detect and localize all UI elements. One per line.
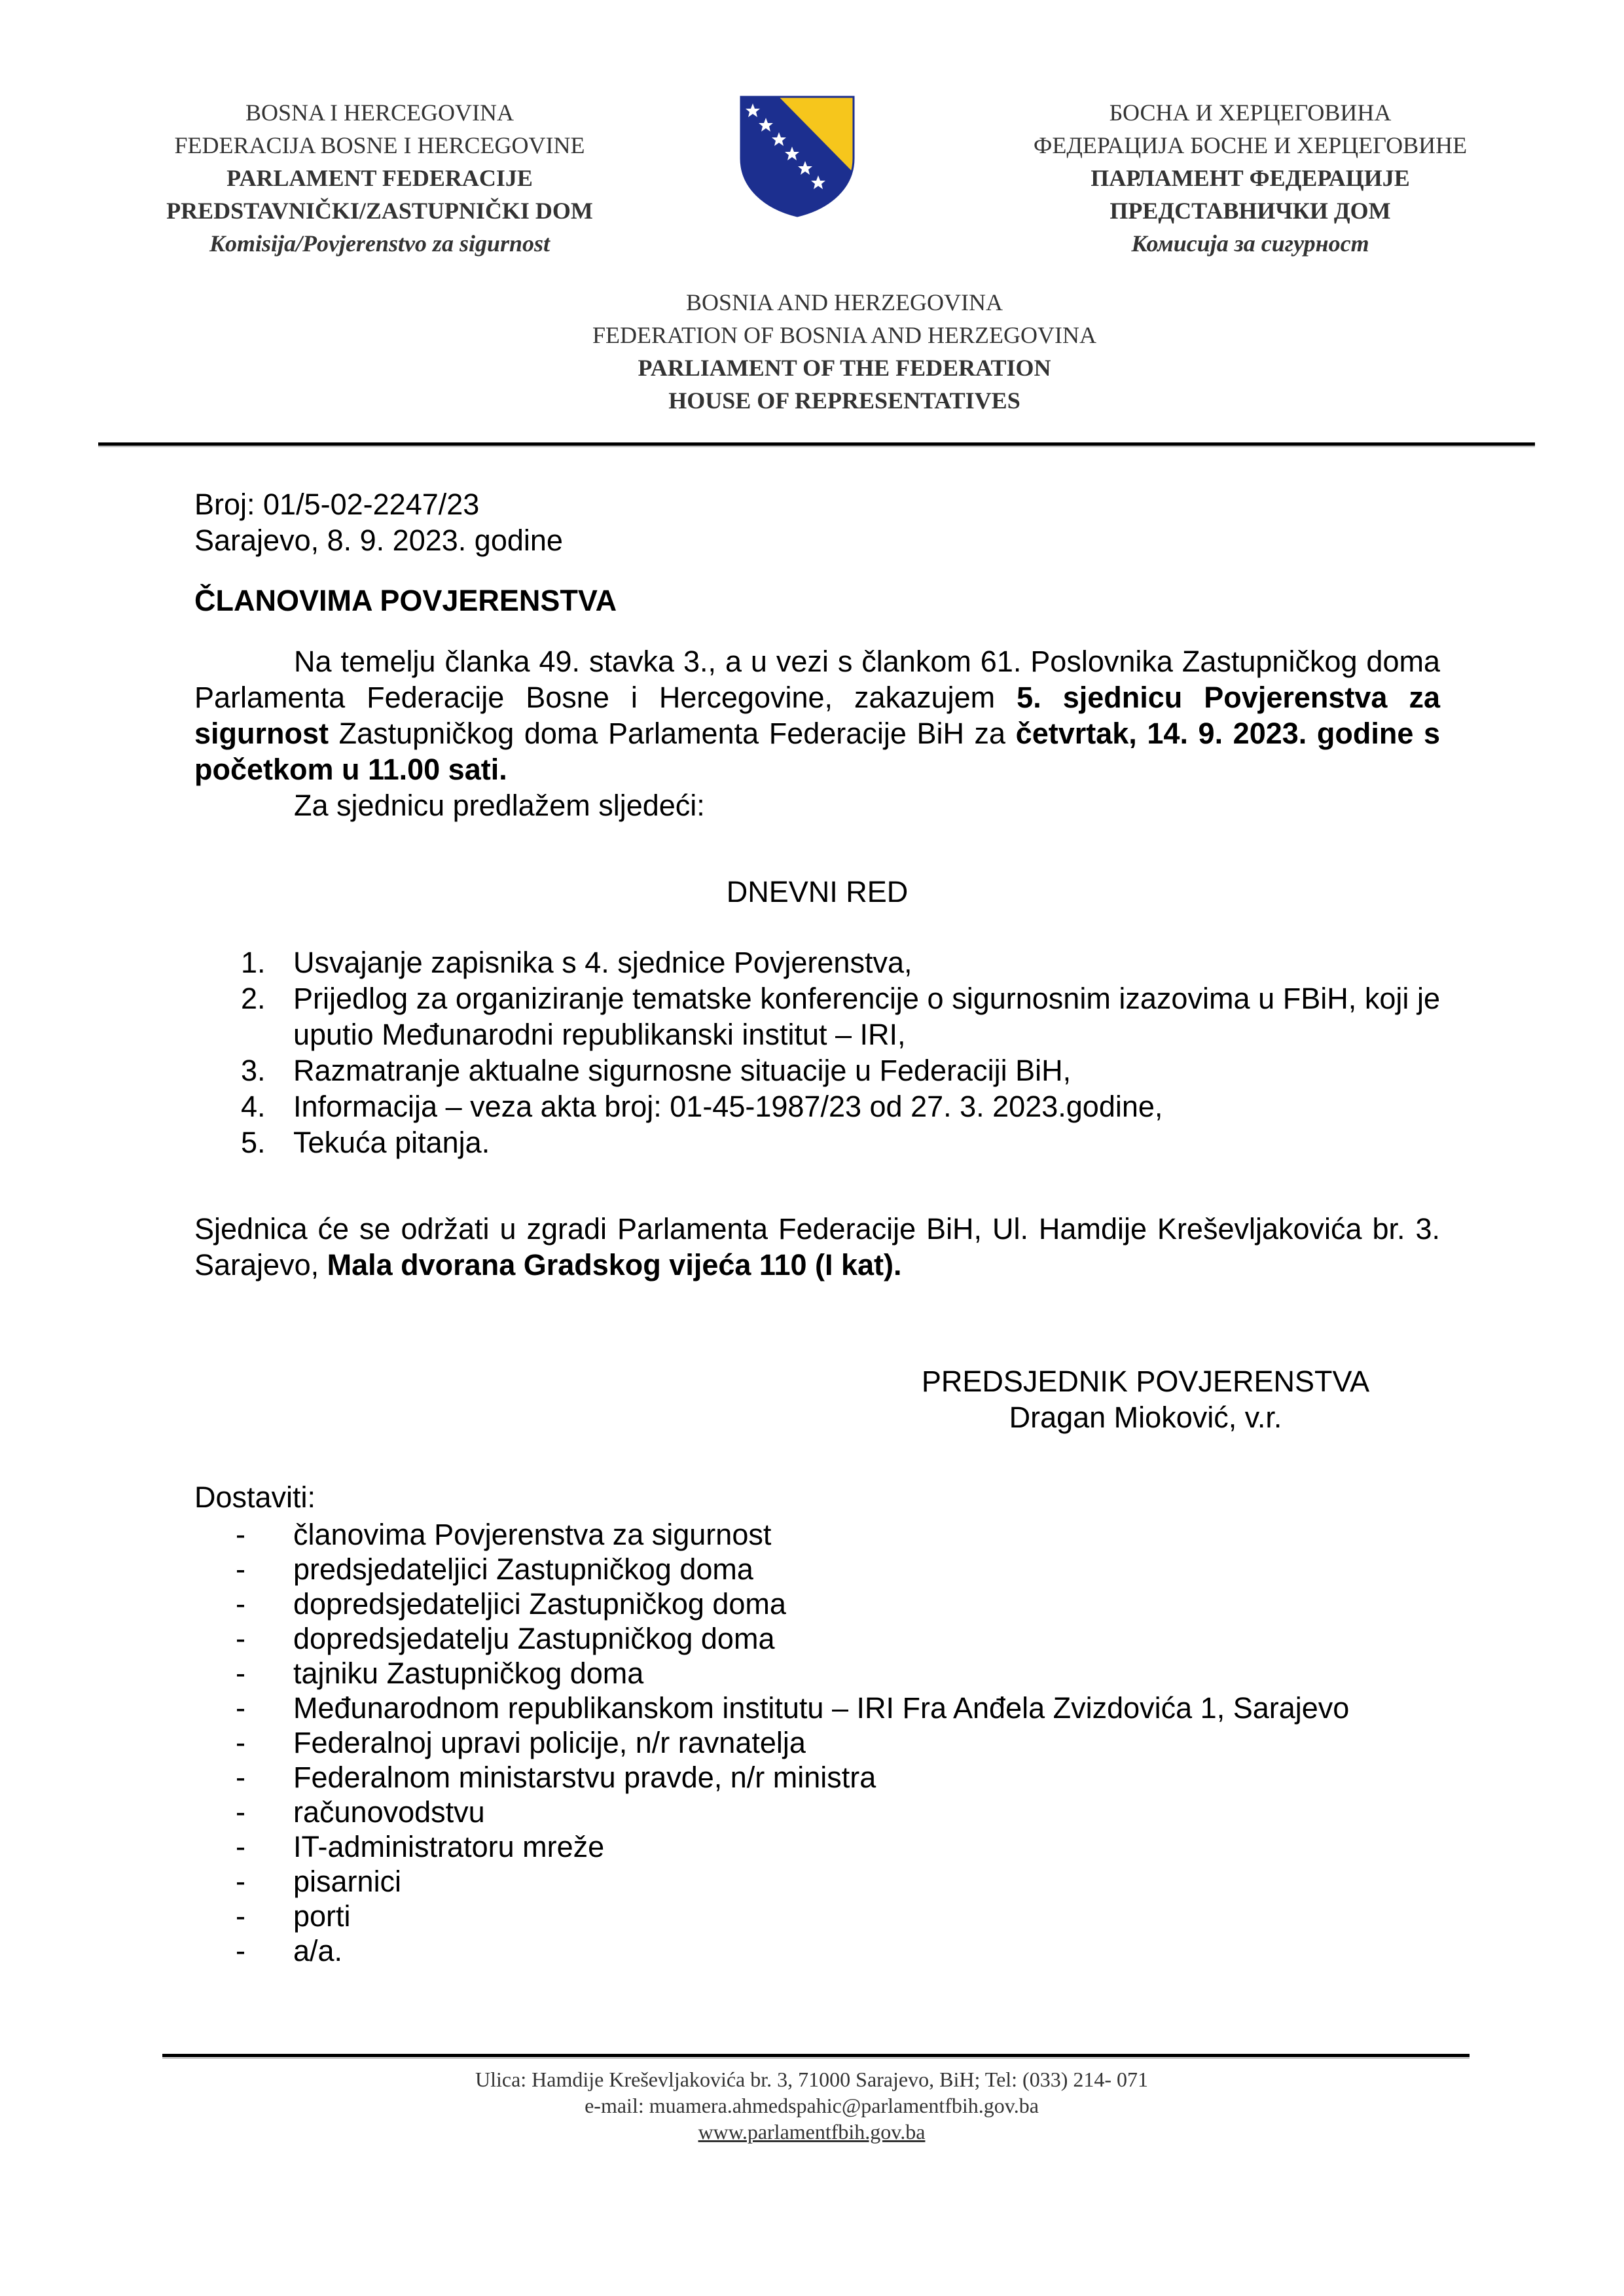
intro-paragraph bbox=[194, 643, 1440, 787]
footer-website-link[interactable]: www.parlamentfbih.gov.ba bbox=[698, 2120, 926, 2144]
intro-session: 5. sjednicu Povjerenstva za sigurnost bbox=[194, 681, 1440, 750]
footer-email[interactable]: e-mail: muamera.ahmedspahic@parlamentfbih.gov.ba bbox=[585, 2094, 1039, 2117]
agenda-item-text: Tekuća pitanja. bbox=[293, 1126, 490, 1159]
header-right bbox=[949, 96, 1551, 260]
agenda-item-text: Informacija – veza akta broj: 01-45-1987/23 od 27. 3. 2023.godine, bbox=[293, 1090, 1163, 1123]
agenda-item-number: 5. bbox=[241, 1126, 266, 1159]
coat-of-arms-icon bbox=[738, 96, 856, 217]
header-left bbox=[79, 96, 681, 260]
document-number: Broj: 01/5-02-2247/23 bbox=[194, 488, 480, 521]
location-paragraph bbox=[194, 1211, 1440, 1283]
footer-address: Ulica: Hamdije Kreševljakovića br. 3, 71000 Sarajevo, BiH; Tel: (033) 214- 071 bbox=[475, 2068, 1149, 2091]
agenda-item bbox=[241, 944, 1440, 980]
agenda-item-text: Prijedlog za organiziranje tematske konferencije o sigurnosnim izazovima u FBiH, koji je uputio Međunarodni republikanski institut – IRI, bbox=[293, 982, 1440, 1051]
header-center bbox=[419, 286, 1270, 417]
header-right-country: БОСНА И ХЕРЦЕГОВИНА bbox=[1109, 99, 1392, 126]
header-right-parliament: ПАРЛАМЕНТ ФЕДЕРАЦИЈЕ bbox=[1091, 165, 1410, 191]
location-text: Sjednica će se održati u zgradi Parlamenta Federacije BiH, Ul. Hamdije Kreševljakovića br. 3. Sarajevo, bbox=[194, 1212, 1440, 1282]
header-center-parliament: PARLIAMENT OF THE FEDERATION bbox=[638, 355, 1051, 381]
distribution-label: Dostaviti: bbox=[194, 1480, 316, 1514]
agenda-item-number: 4. bbox=[241, 1090, 266, 1123]
agenda-item bbox=[241, 1088, 1440, 1124]
agenda-title: DNEVNI RED bbox=[726, 875, 909, 908]
header-center-federation: FEDERATION OF BOSNIA AND HERZEGOVINA bbox=[592, 322, 1096, 348]
agenda-item bbox=[241, 980, 1440, 1052]
header-left-commission: Komisija/Povjerenstvo za sigurnost bbox=[209, 230, 550, 257]
agenda-item-number: 3. bbox=[241, 1054, 266, 1087]
document-date: Sarajevo, 8. 9. 2023. godine bbox=[194, 524, 563, 557]
document-meta bbox=[194, 486, 849, 558]
signature-title: PREDSJEDNIK POVJERENSTVA bbox=[921, 1365, 1370, 1398]
location-room: Mala dvorana Gradskog vijeća 110 (I kat). bbox=[327, 1248, 902, 1282]
header-divider-shadow bbox=[98, 446, 1535, 447]
footer-divider bbox=[162, 2054, 1470, 2057]
agenda-item-text: Usvajanje zapisnika s 4. sjednice Povjerenstva, bbox=[293, 946, 912, 979]
addressee: ČLANOVIMA POVJERENSTVA bbox=[194, 584, 617, 617]
header-right-commission: Комисија за сигурност bbox=[1131, 230, 1369, 257]
agenda-item bbox=[241, 1124, 1440, 1160]
agenda-item-number: 1. bbox=[241, 946, 266, 979]
header-left-parliament: PARLAMENT FEDERACIJE bbox=[226, 165, 533, 191]
agenda-item-number: 2. bbox=[241, 982, 266, 1015]
footer bbox=[288, 2066, 1335, 2145]
header-right-federation: ФЕДЕРАЦИЈА БОСНЕ И ХЕРЦЕГОВИНЕ bbox=[1033, 132, 1468, 158]
header-right-house: ПРЕДСТАВНИЧКИ ДОМ bbox=[1110, 198, 1391, 224]
signature-block bbox=[851, 1363, 1440, 1435]
header-divider bbox=[98, 442, 1535, 446]
header-center-country: BOSNIA AND HERZEGOVINA bbox=[686, 289, 1003, 315]
intro-text-1: Na temelju članka 49. stavka 3., a u vezi s člankom 61. Poslovnika Zastupničkog doma Parlamenta Federacije Bosne i Hercegovine, zakazujem bbox=[194, 645, 1440, 714]
agenda-item-text: Razmatranje aktualne sigurnosne situacije u Federaciji BiH, bbox=[293, 1054, 1072, 1087]
header-left-country: BOSNA I HERCEGOVINA bbox=[245, 99, 514, 126]
agenda-item bbox=[241, 1052, 1440, 1088]
intro-propose: Za sjednicu predlažem sljedeći: bbox=[294, 789, 705, 822]
header-center-house: HOUSE OF REPRESENTATIVES bbox=[668, 387, 1020, 414]
header-left-house: PREDSTAVNIČKI/ZASTUPNIČKI DOM bbox=[166, 198, 593, 224]
intro-text-2: Zastupničkog doma Parlamenta Federacije BiH za bbox=[329, 717, 1016, 750]
intro-datetime: četvrtak, 14. 9. 2023. godine s početkom u 11.00 sati. bbox=[194, 717, 1440, 786]
signature-name: Dragan Mioković, v.r. bbox=[1009, 1401, 1282, 1434]
header-left-federation: FEDERACIJA BOSNE I HERCEGOVINE bbox=[174, 132, 585, 158]
